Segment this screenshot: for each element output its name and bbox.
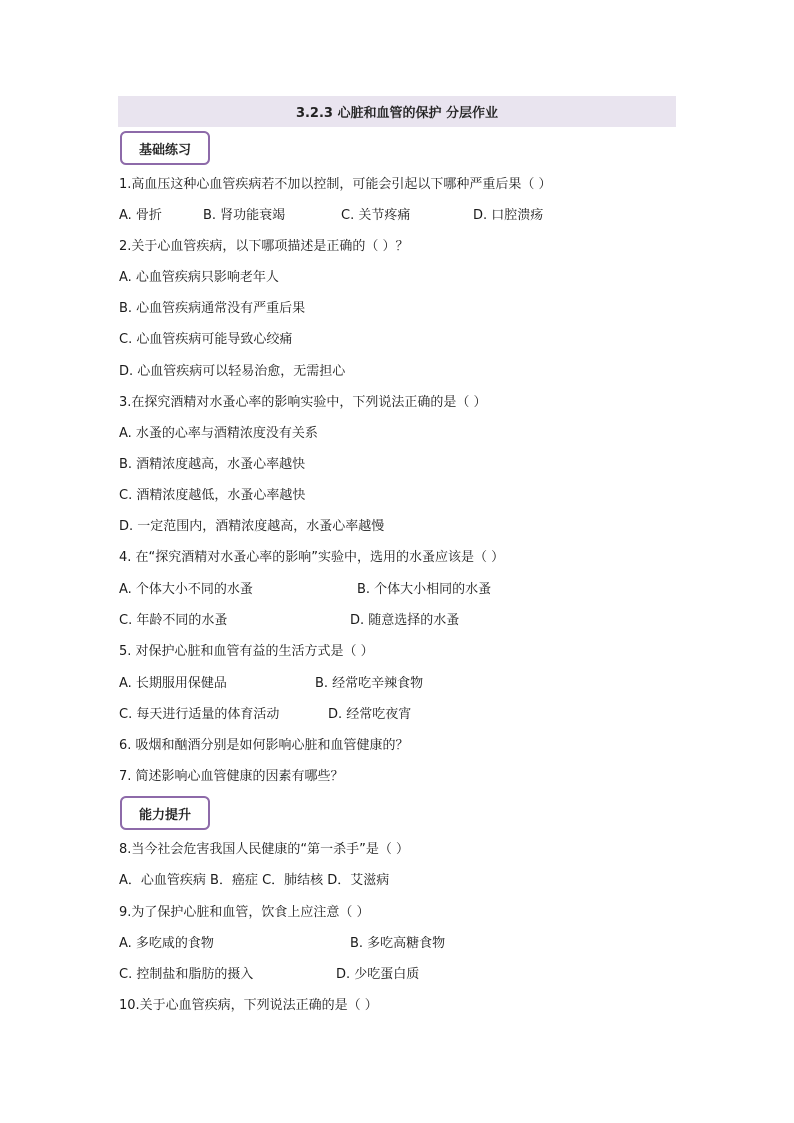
question-5-option-c: C. 每天进行适量的体育活动 (119, 707, 280, 722)
question-5-stem: 5. 对保护心脏和血管有益的生活方式是（ ） (119, 644, 374, 659)
document-title: 3.2.3 心脏和血管的保护 分层作业 (118, 96, 676, 127)
question-2-option-d: D. 心血管疾病可以轻易治愈，无需担心 (119, 364, 346, 379)
question-1-option-c: C. 关节疼痛 (341, 208, 411, 223)
question-3-option-d: D. 一定范围内，酒精浓度越高，水蚤心率越慢 (119, 519, 385, 534)
question-2-option-b: B. 心血管疾病通常没有严重后果 (119, 301, 306, 316)
question-6-stem: 6. 吸烟和酗酒分别是如何影响心脏和血管健康的？ (119, 738, 409, 753)
question-3-stem: 3.在探究酒精对水蚤心率的影响实验中，下列说法正确的是（ ） (119, 395, 487, 410)
question-5-option-a: A. 长期服用保健品 (119, 676, 227, 691)
question-8-stem: 8.当今社会危害我国人民健康的“第一杀手”是（ ） (119, 842, 410, 857)
question-2-option-c: C. 心血管疾病可能导致心绞痛 (119, 332, 293, 347)
question-4-stem: 4. 在“探究酒精对水蚤心率的影响”实验中，选用的水蚤应该是（ ） (119, 550, 505, 565)
question-5-option-d: D. 经常吃夜宵 (328, 707, 412, 722)
question-7-stem: 7. 简述影响心血管健康的因素有哪些？ (119, 769, 344, 784)
question-9-option-c: C. 控制盐和脂肪的摄入 (119, 967, 254, 982)
question-1-stem: 1.高血压这种心血管疾病若不加以控制，可能会引起以下哪种严重后果（ ） (119, 177, 552, 192)
question-9-stem: 9.为了保护心脏和血管，饮食上应注意（ ） (119, 905, 370, 920)
question-9-option-a: A. 多吃咸的食物 (119, 936, 214, 951)
question-1-option-b: B. 肾功能衰竭 (203, 208, 286, 223)
section-basic-practice: 基础练习 (120, 131, 210, 165)
question-4-option-a: A. 个体大小不同的水蚤 (119, 582, 253, 597)
question-4-option-c: C. 年龄不同的水蚤 (119, 613, 228, 628)
question-8-options: A．心血管疾病 B．癌症 C．肺结核 D．艾滋病 (119, 873, 390, 888)
question-3-option-b: B. 酒精浓度越高，水蚤心率越快 (119, 457, 306, 472)
question-2-stem: 2.关于心血管疾病，以下哪项描述是正确的（ ）？ (119, 239, 409, 254)
question-3-option-a: A. 水蚤的心率与酒精浓度没有关系 (119, 426, 318, 441)
question-4-option-d: D. 随意选择的水蚤 (350, 613, 460, 628)
question-9-option-d: D. 少吃蛋白质 (336, 967, 420, 982)
section-ability-improvement: 能力提升 (120, 796, 210, 830)
question-2-option-a: A. 心血管疾病只影响老年人 (119, 270, 279, 285)
question-10-stem: 10.关于心血管疾病，下列说法正确的是（ ） (119, 998, 378, 1013)
question-9-option-b: B. 多吃高糖食物 (350, 936, 446, 951)
question-4-option-b: B. 个体大小相同的水蚤 (357, 582, 492, 597)
question-5-option-b: B. 经常吃辛辣食物 (315, 676, 424, 691)
question-3-option-c: C. 酒精浓度越低，水蚤心率越快 (119, 488, 306, 503)
question-1-option-d: D. 口腔溃疡 (473, 208, 544, 223)
question-1-option-a: A. 骨折 (119, 208, 162, 223)
